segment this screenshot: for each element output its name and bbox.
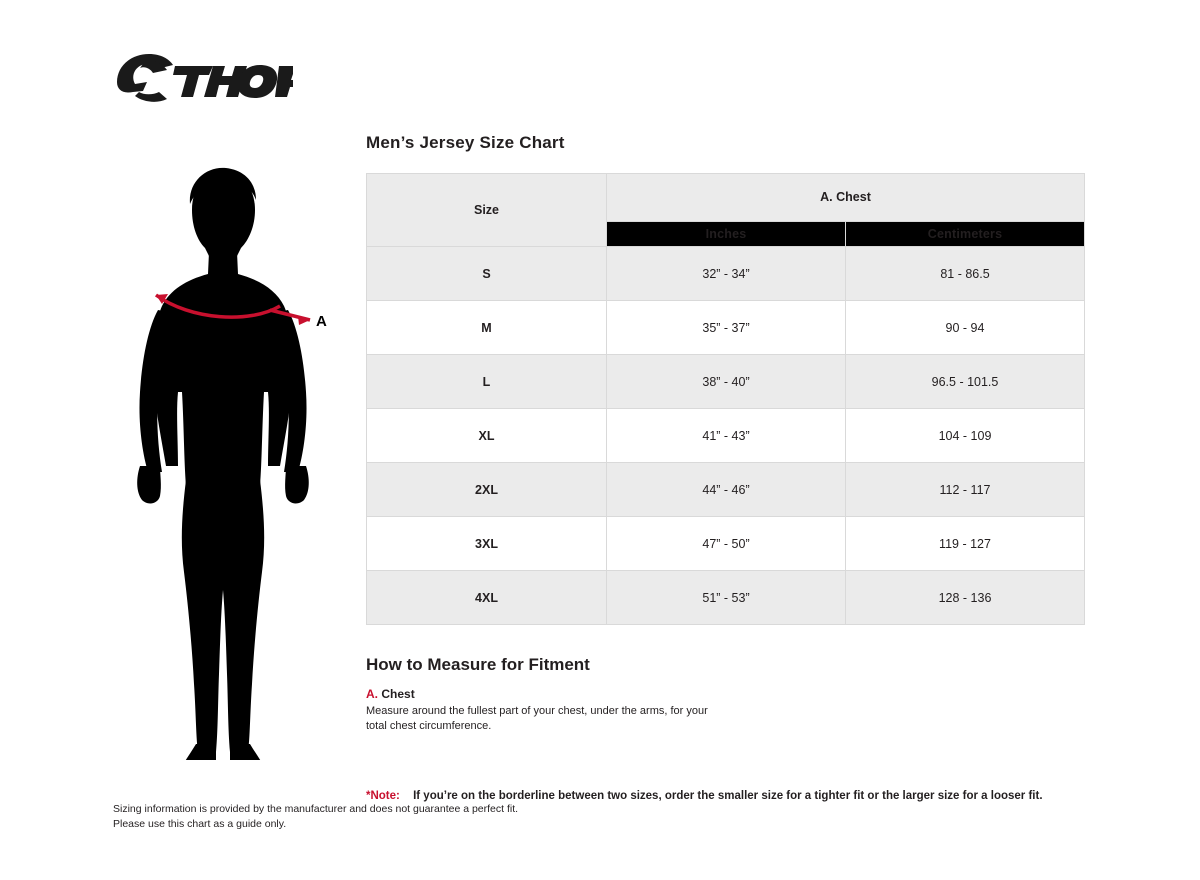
table-row: [367, 517, 1085, 571]
cell-inches: 47” - 50”: [607, 517, 846, 571]
measure-item-letter: A.: [366, 687, 378, 701]
cell-inches: 35” - 37”: [607, 301, 846, 355]
table-row: [367, 247, 1085, 301]
cell-inches: 41” - 43”: [607, 409, 846, 463]
table-row: [367, 355, 1085, 409]
header-chest-group: A. Chest: [607, 174, 1085, 222]
cell-size: 3XL: [367, 517, 607, 571]
cell-cm: 81 - 86.5: [846, 247, 1085, 301]
measure-description-line1: Measure around the fullest part of your chest, under the arms, for your: [366, 705, 708, 717]
measure-description-line2: total chest circumference.: [366, 720, 492, 732]
size-chart-table: [366, 173, 1085, 625]
cell-cm: 128 - 136: [846, 571, 1085, 625]
how-to-measure-title: How to Measure for Fitment: [366, 655, 590, 674]
note-star: *Note:: [366, 790, 400, 802]
measure-letter-a: A: [316, 313, 327, 330]
table-header-row-1: [367, 174, 1085, 222]
male-silhouette-icon: [110, 160, 340, 760]
cell-size: 4XL: [367, 571, 607, 625]
footer-line-2: Please use this chart as a guide only.: [113, 818, 287, 830]
table-row: [367, 463, 1085, 517]
cell-size: L: [367, 355, 607, 409]
table-row: [367, 571, 1085, 625]
cell-inches: 32” - 34”: [607, 247, 846, 301]
measure-item-label: [366, 687, 1086, 701]
cell-inches: 44” - 46”: [607, 463, 846, 517]
cell-inches: 38” - 40”: [607, 355, 846, 409]
header-size: Size: [367, 174, 607, 247]
brand-logo: [113, 52, 293, 106]
cell-cm: 104 - 109: [846, 409, 1085, 463]
note-text: If you’re on the borderline between two sizes, order the smaller size for a tighter fit or the larger size for a looser fit.: [413, 790, 1043, 802]
measure-description: [366, 704, 1086, 734]
cell-size: XL: [367, 409, 607, 463]
cell-cm: 90 - 94: [846, 301, 1085, 355]
table-row: [367, 301, 1085, 355]
cell-cm: 119 - 127: [846, 517, 1085, 571]
header-inches: Inches: [607, 221, 846, 246]
cell-size: M: [367, 301, 607, 355]
header-centimeters: Centimeters: [846, 221, 1085, 246]
cell-size: 2XL: [367, 463, 607, 517]
measure-item-name: Chest: [381, 687, 415, 701]
table-row: [367, 409, 1085, 463]
page-title: Men’s Jersey Size Chart: [366, 133, 565, 152]
footer-line-1: Sizing information is provided by the manufacturer and does not guarantee a perfect fit.: [113, 803, 519, 815]
body-figure: [110, 160, 340, 760]
note-block: [366, 790, 1086, 802]
cell-cm: 96.5 - 101.5: [846, 355, 1085, 409]
footer-disclaimer: [113, 802, 518, 832]
thor-logo-icon: [113, 52, 293, 106]
cell-inches: 51” - 53”: [607, 571, 846, 625]
content-column: [366, 133, 1086, 802]
cell-size: S: [367, 247, 607, 301]
cell-cm: 112 - 117: [846, 463, 1085, 517]
